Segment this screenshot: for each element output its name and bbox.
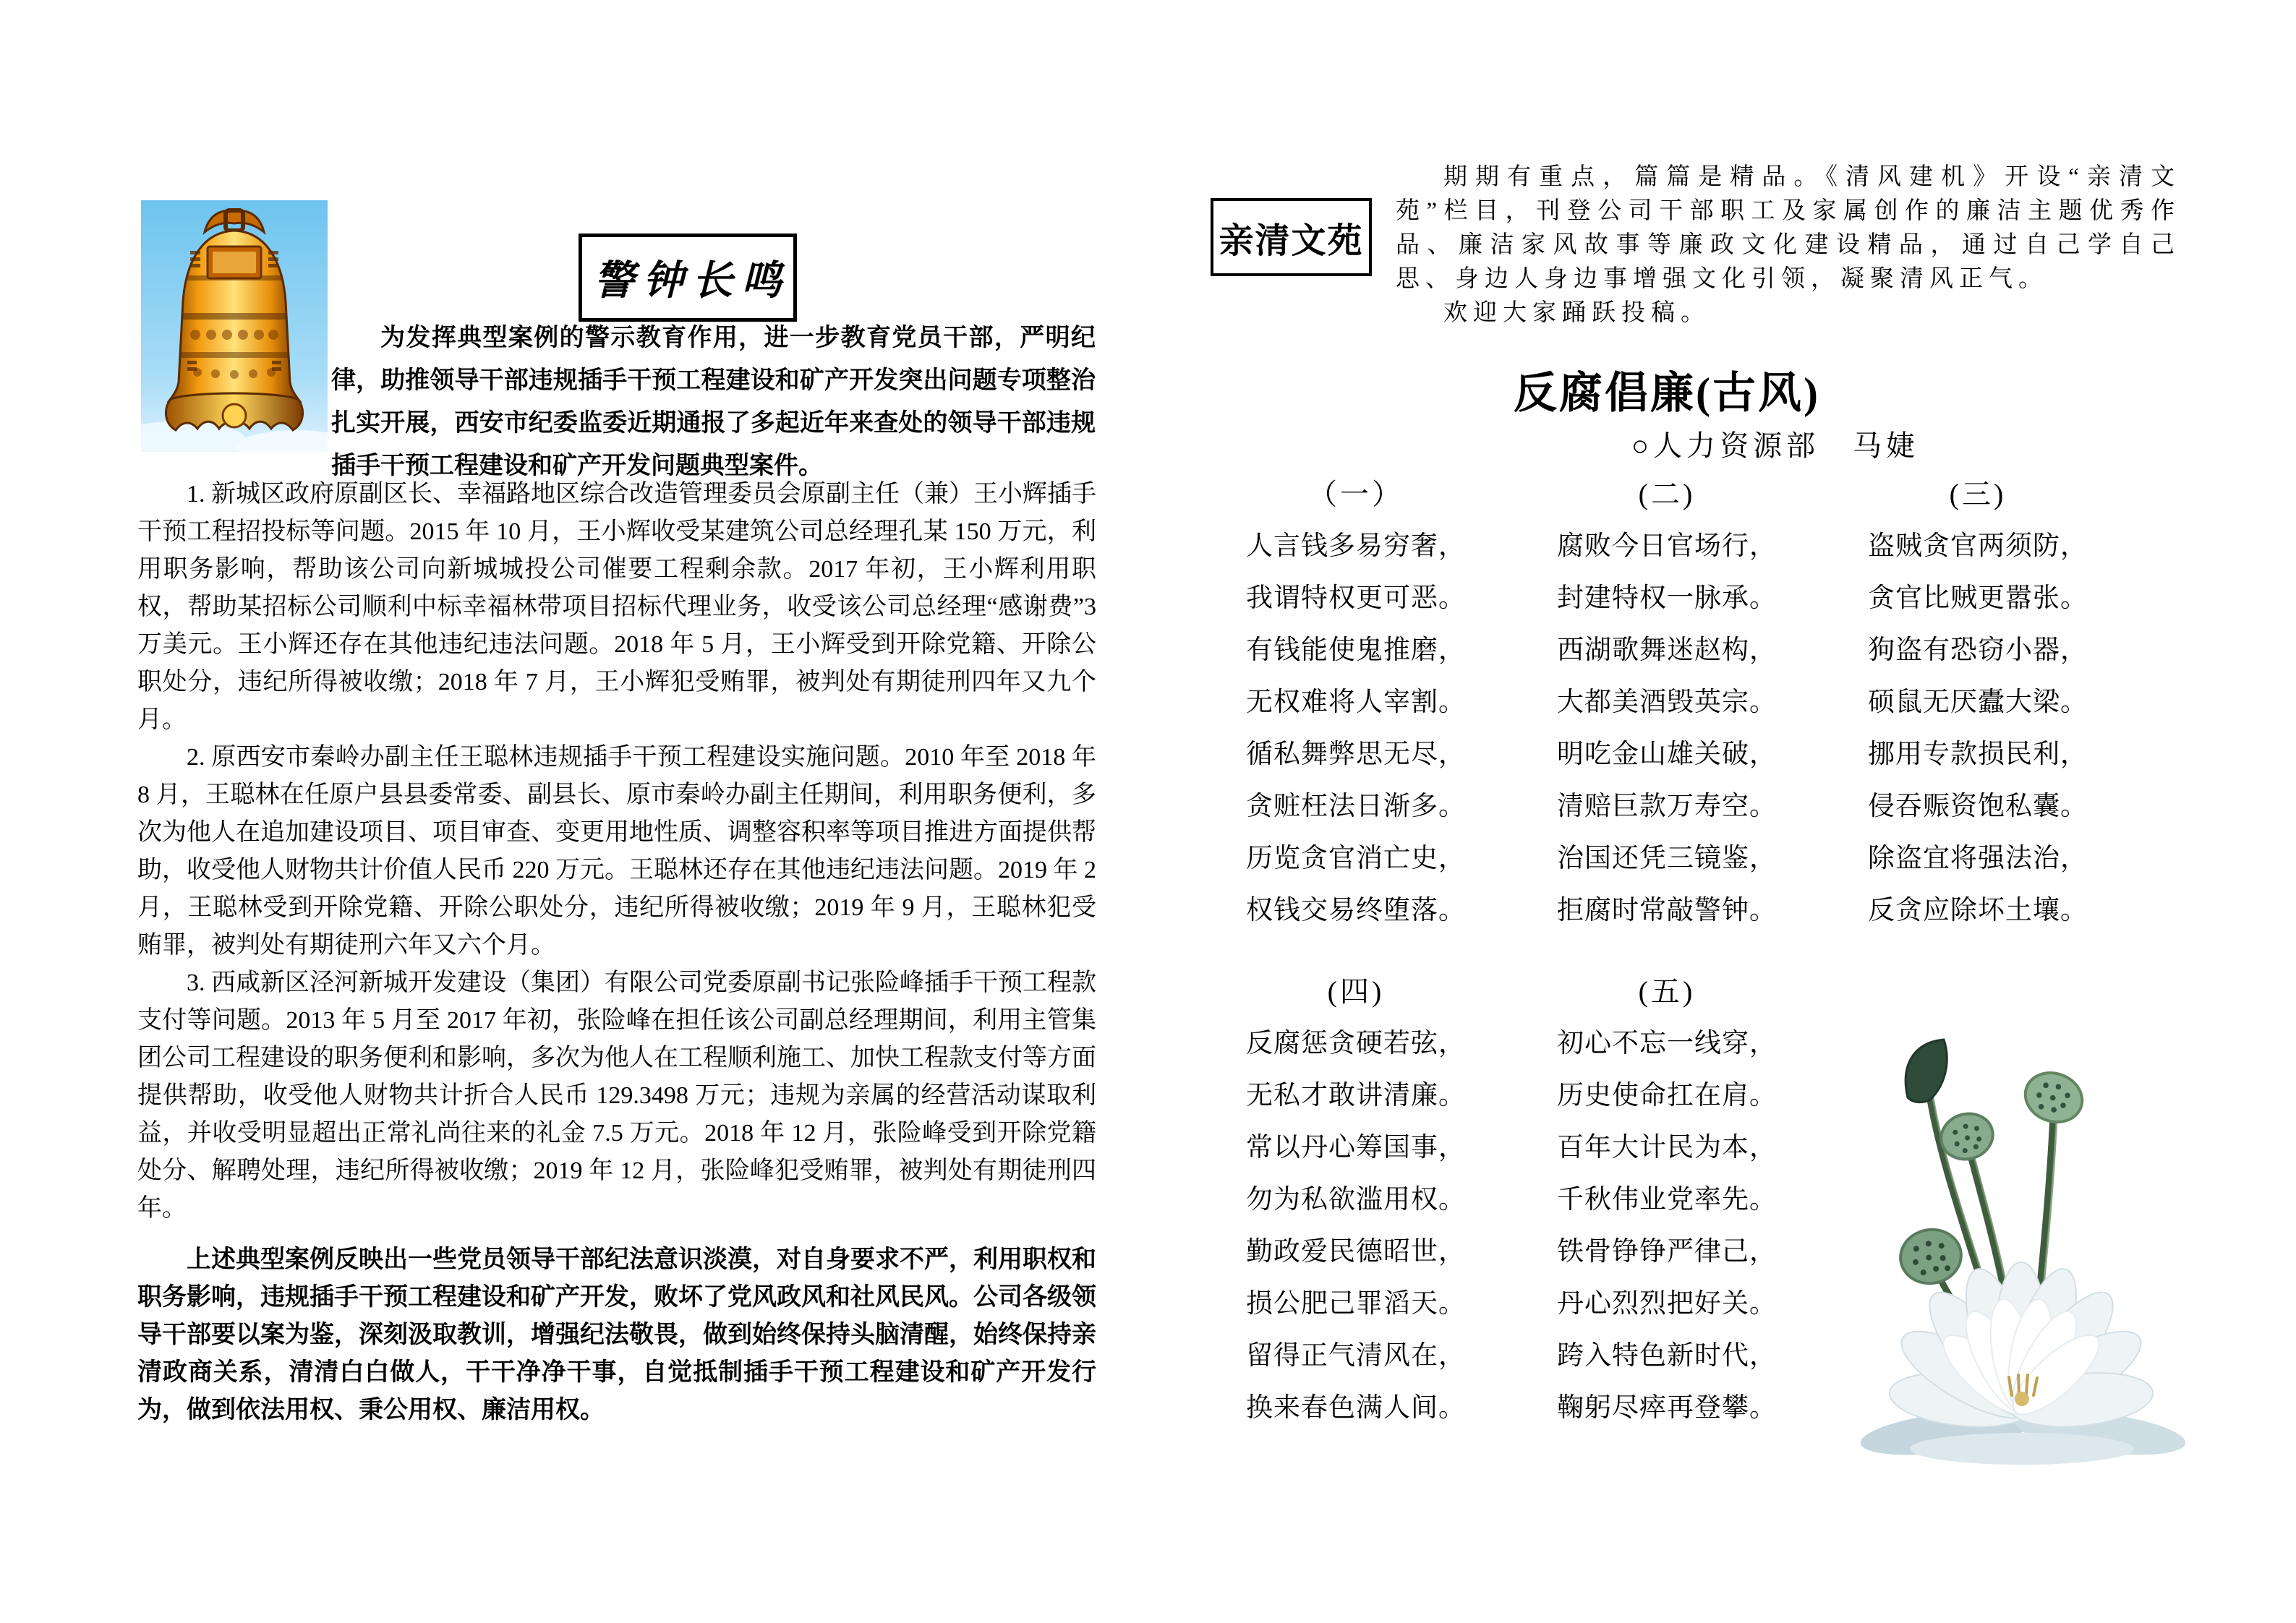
verse-line: 铁骨铮铮严律己， bbox=[1557, 1237, 1777, 1267]
verse-line: 明吃金山雄关破， bbox=[1557, 740, 1777, 769]
stanza-lines bbox=[1511, 1018, 1822, 1434]
verse-line: 常以丹心筹国事， bbox=[1246, 1133, 1466, 1162]
poem-stanza-4 bbox=[1200, 966, 1511, 1434]
verse-line: 百年大计民为本， bbox=[1557, 1133, 1777, 1162]
section-intro-paragraph: 期期有重点，篇篇是精品。《清风建机》开设“亲清文苑”栏目，刊登公司干部职工及家属创作的廉洁主题优秀作品、廉洁家风故事等廉政文化建设精品，通过自己学自己思、身边人身边事增强文化引领，凝聚清风正气。 bbox=[1396, 164, 2180, 292]
stanza-label: (二) bbox=[1638, 478, 1696, 510]
verse-line: 勤政爱民德昭世， bbox=[1246, 1237, 1466, 1267]
verse-line: 无私才敢讲清廉。 bbox=[1246, 1081, 1466, 1110]
verse-line: 拒腐时常敲警钟。 bbox=[1557, 896, 1777, 925]
poem-stanza-5 bbox=[1511, 966, 1822, 1434]
verse-line: 初心不忘一线穿， bbox=[1557, 1029, 1777, 1058]
verse-line: 跨入特色新时代， bbox=[1557, 1341, 1777, 1371]
verse-line: 封建特权一脉承。 bbox=[1557, 583, 1777, 613]
bell-image bbox=[141, 200, 328, 452]
verse-line: 有钱能使鬼推磨， bbox=[1246, 635, 1466, 665]
verse-line: 无权难将人宰割。 bbox=[1246, 688, 1466, 717]
left-lead-block bbox=[331, 317, 1096, 487]
verse-line: 狗盗有恐窃小器， bbox=[1868, 635, 2088, 665]
verse-line: 反腐惩贪硬若弦， bbox=[1246, 1029, 1466, 1058]
verse-line: 西湖歌舞迷赵构， bbox=[1557, 635, 1777, 665]
poem-stanza-2 bbox=[1511, 468, 1822, 937]
verse-line: 勿为私欲滥用权。 bbox=[1246, 1185, 1466, 1215]
verse-line: 除盗宜将强法治， bbox=[1868, 844, 2088, 873]
verse-line: 损公肥己罪滔天。 bbox=[1246, 1289, 1466, 1319]
conclusion-paragraph: 上述典型案例反映出一些党员领导干部纪法意识淡漠，对自身要求不严，利用职权和职务影响，违规插手干预工程建设和矿产开发，败坏了党风政风和社风民风。公司各级领导干部要以案为鉴，深刻汲取教训，增强纪法敬畏，做到始终保持头脑清醒，始终保持亲清政商关系，清清白白做人，干干净净干事，自觉抵制插手干预工程建设和矿产开发行为，做到依法用权、秉公用权、廉洁用权。 bbox=[137, 1246, 1096, 1423]
left-lead-paragraph: 为发挥典型案例的警示教育作用，进一步教育党员干部，严明纪律，助推领导干部违规插手干预工程建设和矿产开发突出问题专项整治扎实开展，西安市纪委监委近期通报了多起近年来查处的领导干部违规插手干预工程建设和矿产开发问题典型案件。 bbox=[331, 324, 1096, 479]
verse-line: 丹心烈烈把好关。 bbox=[1557, 1289, 1777, 1319]
verse-line: 循私舞弊思无尽， bbox=[1246, 740, 1466, 769]
verse-line: 历览贪官消亡史， bbox=[1246, 844, 1466, 873]
poem-stanza-1 bbox=[1200, 468, 1511, 937]
case-paragraph-1: 1. 新城区政府原副区长、幸福路地区综合改造管理委员会原副主任（兼）王小辉插手干预工程招投标等问题。2015 年 10 月，王小辉收受某建筑公司总经理孔某 150 万元，利用职务影响，帮助该公司向新城城投公司催要工程剩余款。2017 年初，王小辉利用职权，帮助某招标公司顺利中标幸福林带项目招标代理业务，收受该公司总经理“感谢费”3 万美元。王小辉还存在其他违纪违法问题。2018 年 5 月，王小辉受到开除党籍、开除公职处分，违纪所得被收缴；2018 年 7 月，王小辉犯受贿罪，被判处有期徒刑四年又九个月。 bbox=[137, 481, 1096, 733]
stanza-lines bbox=[1200, 1018, 1511, 1434]
stanza-lines bbox=[1511, 521, 1822, 937]
verse-line: 权钱交易终堕落。 bbox=[1246, 896, 1466, 925]
stanza-label: (五) bbox=[1638, 975, 1696, 1008]
verse-line: 贪官比贼更嚣张。 bbox=[1868, 583, 2088, 613]
stanza-lines bbox=[1200, 521, 1511, 937]
stanza-label: (三) bbox=[1949, 478, 2007, 510]
warning-title: 警钟长鸣 bbox=[594, 259, 790, 304]
verse-line: 历史使命扛在肩。 bbox=[1557, 1081, 1777, 1110]
case-paragraph-3: 3. 西咸新区泾河新城开发建设（集团）有限公司党委原副书记张险峰插手干预工程款支付等问题。2013 年 5 月至 2017 年初，张险峰在担任该公司副总经理期间，利用主管集团公司工程建设的职务便利和影响，多次为他人在工程顺利施工、加快工程款支付等方面提供帮助，收受他人财物共计折合人民币 129.3498 万元；违规为亲属的经营活动谋取利益，并收受明显超出正常礼尚往来的礼金 7.5 万元。2018 年 12 月，张险峰受到开除党籍处分、解聘处理，违纪所得被收缴；2019 年 12 月，张险峰犯受贿罪，被判处有期徒刑四年。 bbox=[137, 969, 1096, 1222]
poem-stanza-3 bbox=[1822, 468, 2133, 937]
verse-line: 我谓特权更可恶。 bbox=[1246, 583, 1466, 613]
section-title-box bbox=[1211, 198, 1372, 276]
verse-line: 换来春色满人间。 bbox=[1246, 1393, 1466, 1423]
verse-line: 人言钱多易穷奢， bbox=[1246, 531, 1466, 561]
poem-author: ○人力资源部 马婕 bbox=[1631, 429, 1920, 462]
verse-line: 腐败今日官场行， bbox=[1557, 531, 1777, 561]
poem-title: 反腐倡廉(古风) bbox=[1514, 369, 1820, 417]
stanza-label: （一） bbox=[1308, 478, 1404, 510]
stanza-lines bbox=[1822, 521, 2133, 937]
verse-line: 侵吞赈资饱私囊。 bbox=[1868, 792, 2088, 821]
verse-line: 千秋伟业党率先。 bbox=[1557, 1185, 1777, 1215]
section-intro-callout: 欢迎大家踊跃投稿。 bbox=[1443, 300, 1710, 326]
verse-line: 清赔巨款万寿空。 bbox=[1557, 792, 1777, 821]
verse-line: 盗贼贪官两须防， bbox=[1868, 531, 2088, 561]
case-paragraph-2: 2. 原西安市秦岭办副主任王聪林违规插手干预工程建设实施问题。2010 年至 2018 年 8 月，王聪林在任原户县县委常委、副县长、原市秦岭办副主任期间，利用职务便利，多次为他人在追加建设项目、项目审查、变更用地性质、调整容积率等项目推进方面提供帮助，收受他人财物共计价值人民币 220 万元。王聪林还存在其他违纪违法问题。2019 年 2 月，王聪林受到开除党籍、开除公职处分，违纪所得被收缴；2019 年 9 月，王聪林犯受贿罪，被判处有期徒刑六年又六个月。 bbox=[137, 744, 1096, 959]
verse-line: 反贪应除坏土壤。 bbox=[1868, 896, 2088, 925]
verse-line: 大都美酒毁英宗。 bbox=[1557, 688, 1777, 717]
left-body-block bbox=[137, 476, 1096, 1429]
verse-line: 留得正气清风在， bbox=[1246, 1341, 1466, 1371]
warning-title-box bbox=[579, 234, 797, 322]
verse-line: 贪赃枉法日渐多。 bbox=[1246, 792, 1466, 821]
lotus-image bbox=[1837, 1005, 2213, 1468]
section-title: 亲清文苑 bbox=[1219, 221, 1364, 260]
verse-line: 硕鼠无厌蠹大梁。 bbox=[1868, 688, 2088, 717]
section-intro-block bbox=[1396, 160, 2180, 330]
verse-line: 挪用专款损民利， bbox=[1868, 740, 2088, 769]
stanza-label: (四) bbox=[1327, 975, 1385, 1008]
verse-line: 鞠躬尽瘁再登攀。 bbox=[1557, 1393, 1777, 1423]
verse-line: 治国还凭三镜鉴， bbox=[1557, 844, 1777, 873]
